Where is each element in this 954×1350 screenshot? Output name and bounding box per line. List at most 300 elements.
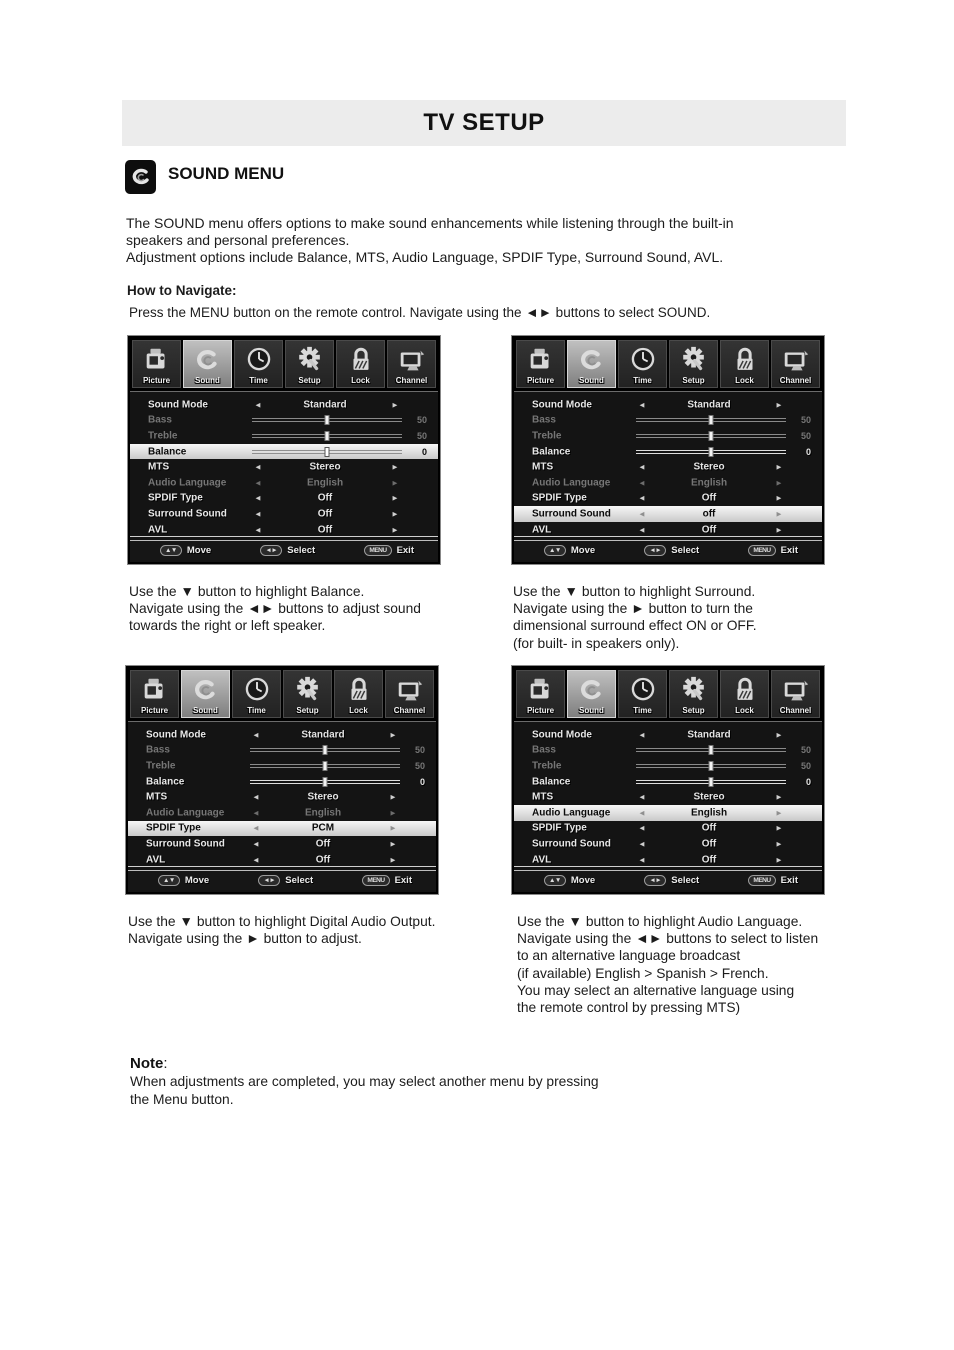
menu-row-surround-sound bbox=[128, 836, 436, 852]
slider-value: 50 bbox=[416, 415, 427, 426]
tab-label: Setup bbox=[682, 706, 705, 715]
section-title: SOUND MENU bbox=[168, 164, 285, 183]
left-arrow-icon: ◄ bbox=[254, 462, 262, 472]
menu-item-value: Stereo bbox=[693, 791, 725, 803]
menu-item-label: Balance bbox=[148, 446, 187, 458]
left-arrow-icon: ◄ bbox=[254, 525, 262, 535]
right-arrow-icon: ► bbox=[775, 525, 783, 535]
menu-row-mts bbox=[514, 789, 822, 805]
menu-item-value: Standard bbox=[303, 399, 347, 411]
menu-item-label: Audio Language bbox=[146, 807, 225, 819]
menu-item-value: Standard bbox=[687, 729, 731, 741]
slider-value: 50 bbox=[414, 745, 425, 756]
right-arrow-icon: ► bbox=[775, 823, 783, 833]
left-arrow-icon: ◄ bbox=[252, 839, 260, 849]
slider-thumb bbox=[709, 415, 714, 425]
statusbar-item bbox=[644, 545, 699, 556]
left-arrow-icon: ◄ bbox=[252, 855, 260, 865]
caption-line: towards the right or left speaker. bbox=[129, 618, 326, 634]
menu-item-label: MTS bbox=[532, 461, 554, 473]
menu-item-label: Treble bbox=[532, 430, 562, 442]
left-arrow-icon: ◄ bbox=[638, 855, 646, 865]
tab-channel bbox=[387, 340, 436, 388]
osd-menu bbox=[130, 392, 438, 537]
right-arrow-icon: ► bbox=[775, 478, 783, 488]
key-badge-icon: ▲▼ bbox=[544, 875, 566, 886]
left-arrow-icon: ◄ bbox=[254, 478, 262, 488]
tab-label: Time bbox=[249, 376, 268, 385]
menu-item-label: AVL bbox=[532, 854, 552, 866]
intro-line: speakers and personal preferences. bbox=[126, 232, 350, 248]
key-badge-icon: MENU bbox=[748, 545, 775, 556]
menu-item-value: off bbox=[702, 508, 716, 520]
key-action-label: Select bbox=[285, 875, 314, 886]
osd-tab-bar bbox=[514, 338, 822, 392]
tab-label: Lock bbox=[351, 376, 370, 385]
tab-time bbox=[618, 670, 667, 718]
menu-row-mts bbox=[130, 459, 438, 475]
slider-thumb bbox=[709, 447, 714, 457]
menu-row-surround-sound bbox=[514, 836, 822, 852]
menu-row-avl bbox=[514, 852, 822, 868]
osd-statusbar bbox=[130, 540, 438, 560]
menu-row-balance bbox=[514, 444, 822, 460]
menu-item-value: Off bbox=[701, 838, 717, 850]
left-arrow-icon: ◄ bbox=[638, 462, 646, 472]
right-arrow-icon: ► bbox=[389, 839, 397, 849]
menu-item-value: Standard bbox=[301, 729, 345, 741]
key-badge-icon: ◄► bbox=[260, 545, 282, 556]
tab-label: Lock bbox=[735, 706, 754, 715]
statusbar-item bbox=[362, 875, 412, 886]
menu-row-bass bbox=[128, 743, 436, 759]
left-arrow-icon: ◄ bbox=[252, 730, 260, 740]
slider-value: 0 bbox=[421, 446, 427, 457]
menu-row-audio-language bbox=[514, 805, 822, 821]
menu-item-value: Stereo bbox=[309, 461, 341, 473]
key-badge-icon: ◄► bbox=[644, 875, 666, 886]
right-arrow-icon: ► bbox=[391, 509, 399, 519]
menu-item-label: Balance bbox=[532, 446, 571, 458]
menu-item-label: Surround Sound bbox=[532, 838, 611, 850]
menu-row-avl bbox=[130, 522, 438, 538]
tab-label: Picture bbox=[526, 706, 555, 715]
menu-item-label: Treble bbox=[532, 760, 562, 772]
menu-item-label: Bass bbox=[532, 414, 556, 426]
menu-item-label: Surround Sound bbox=[146, 838, 225, 850]
how-to-navigate-text: Press the MENU button on the remote control. Navigate using the ◄► buttons to select SOUND. bbox=[129, 305, 711, 320]
right-arrow-icon: ► bbox=[775, 493, 783, 503]
osd-tab-bar bbox=[514, 668, 822, 722]
right-arrow-icon: ► bbox=[775, 839, 783, 849]
menu-item-label: Surround Sound bbox=[532, 508, 611, 520]
sound-menu-icon bbox=[125, 160, 156, 194]
menu-row-audio-language bbox=[128, 805, 436, 821]
osd-statusbar bbox=[128, 870, 436, 890]
caption-spdif bbox=[128, 913, 435, 947]
tab-lock bbox=[720, 340, 769, 388]
key-action-label: Select bbox=[671, 545, 700, 556]
menu-item-value: Off bbox=[317, 492, 333, 504]
tab-label: Time bbox=[633, 376, 652, 385]
key-action-label: Exit bbox=[780, 545, 798, 556]
left-arrow-icon: ◄ bbox=[252, 792, 260, 802]
menu-item-value: Off bbox=[701, 492, 717, 504]
menu-item-label: AVL bbox=[532, 524, 552, 536]
slider-value: 0 bbox=[805, 446, 811, 457]
menu-item-label: Treble bbox=[148, 430, 178, 442]
menu-row-sound-mode bbox=[128, 727, 436, 743]
caption-line: Use the ▼ button to highlight Digital Audio Output. bbox=[128, 914, 436, 929]
menu-item-label: SPDIF Type bbox=[146, 822, 201, 834]
right-arrow-icon: ► bbox=[389, 792, 397, 802]
menu-row-audio-language bbox=[514, 475, 822, 491]
right-arrow-icon: ► bbox=[389, 808, 397, 818]
statusbar-item bbox=[160, 545, 211, 556]
osd-screenshot-audio-language bbox=[512, 666, 824, 894]
tab-label: Time bbox=[247, 706, 266, 715]
slider-thumb bbox=[709, 761, 714, 771]
caption-audio-language bbox=[517, 913, 818, 1016]
intro-line: The SOUND menu offers options to make sound enhancements while listening through the built-in bbox=[126, 215, 734, 231]
menu-item-value: Standard bbox=[687, 399, 731, 411]
key-action-label: Move bbox=[186, 545, 212, 556]
statusbar-item bbox=[748, 545, 798, 556]
menu-item-value: Off bbox=[701, 524, 717, 536]
tab-channel bbox=[771, 340, 820, 388]
right-arrow-icon: ► bbox=[775, 509, 783, 519]
tab-setup bbox=[669, 340, 718, 388]
menu-item-label: AVL bbox=[146, 854, 166, 866]
tab-label: Setup bbox=[298, 376, 321, 385]
menu-item-label: Bass bbox=[532, 744, 556, 756]
osd-screenshot-surround bbox=[512, 336, 824, 564]
slider-thumb bbox=[323, 745, 328, 755]
menu-item-label: Surround Sound bbox=[148, 508, 227, 520]
key-badge-icon: MENU bbox=[748, 875, 775, 886]
tab-label: Channel bbox=[393, 706, 426, 715]
statusbar-item bbox=[544, 875, 595, 886]
menu-item-value: English bbox=[304, 807, 342, 819]
osd-statusbar bbox=[514, 540, 822, 560]
tab-lock bbox=[334, 670, 383, 718]
right-arrow-icon: ► bbox=[391, 478, 399, 488]
left-arrow-icon: ◄ bbox=[254, 400, 262, 410]
tab-picture bbox=[130, 670, 179, 718]
menu-row-spdif-type bbox=[128, 821, 436, 837]
right-arrow-icon: ► bbox=[775, 808, 783, 818]
statusbar-separator bbox=[514, 536, 822, 537]
slider-value: 50 bbox=[800, 745, 811, 756]
menu-row-bass bbox=[130, 413, 438, 429]
tab-label: Picture bbox=[140, 706, 169, 715]
caption-line: dimensional surround effect ON or OFF. bbox=[513, 618, 757, 634]
how-to-navigate-heading: How to Navigate: bbox=[127, 283, 237, 298]
menu-item-label: Audio Language bbox=[532, 807, 611, 819]
menu-row-sound-mode bbox=[514, 397, 822, 413]
statusbar-item bbox=[158, 875, 209, 886]
menu-row-sound-mode bbox=[130, 397, 438, 413]
menu-item-label: AVL bbox=[148, 524, 168, 536]
caption-line: (for built- in speakers only). bbox=[513, 635, 680, 651]
key-action-label: Exit bbox=[780, 875, 798, 886]
caption-line: You may select an alternative language using bbox=[517, 982, 795, 998]
slider-value: 0 bbox=[419, 776, 425, 787]
menu-row-avl bbox=[514, 522, 822, 538]
menu-item-value: PCM bbox=[311, 822, 335, 834]
menu-item-label: SPDIF Type bbox=[148, 492, 203, 504]
tab-label: Channel bbox=[779, 376, 812, 385]
menu-row-treble bbox=[130, 428, 438, 444]
statusbar-item bbox=[364, 545, 414, 556]
right-arrow-icon: ► bbox=[775, 792, 783, 802]
left-arrow-icon: ◄ bbox=[254, 493, 262, 503]
page-title: TV SETUP bbox=[122, 100, 846, 146]
intro-line: Adjustment options include Balance, MTS, Audio Language, SPDIF Type, Surround Sound, AVL. bbox=[126, 249, 724, 265]
menu-row-bass bbox=[514, 743, 822, 759]
menu-item-value: Off bbox=[315, 838, 331, 850]
tab-sound bbox=[567, 670, 616, 718]
right-arrow-icon: ► bbox=[389, 855, 397, 865]
caption-line: Use the ▼ button to highlight Audio Language. bbox=[517, 914, 803, 929]
key-action-label: Move bbox=[570, 875, 596, 886]
statusbar-item bbox=[644, 875, 699, 886]
slider-value: 50 bbox=[416, 430, 427, 441]
intro-paragraph bbox=[126, 215, 734, 266]
tab-time bbox=[618, 340, 667, 388]
statusbar-item bbox=[748, 875, 798, 886]
left-arrow-icon: ◄ bbox=[638, 400, 646, 410]
note-title: Note bbox=[130, 1055, 164, 1072]
menu-row-surround-sound bbox=[514, 506, 822, 522]
menu-item-value: Off bbox=[317, 524, 333, 536]
tab-label: Sound bbox=[579, 376, 604, 385]
menu-row-spdif-type bbox=[514, 491, 822, 507]
menu-item-value: Stereo bbox=[693, 461, 725, 473]
key-badge-icon: MENU bbox=[362, 875, 389, 886]
menu-item-label: SPDIF Type bbox=[532, 822, 587, 834]
slider-thumb bbox=[325, 415, 330, 425]
caption-line: Navigate using the ► button to adjust. bbox=[128, 931, 362, 947]
tab-lock bbox=[720, 670, 769, 718]
caption-balance bbox=[129, 583, 421, 635]
tab-label: Sound bbox=[579, 706, 604, 715]
left-arrow-icon: ◄ bbox=[638, 839, 646, 849]
statusbar-separator bbox=[128, 866, 436, 867]
menu-row-balance bbox=[514, 774, 822, 790]
tab-channel bbox=[771, 670, 820, 718]
osd-statusbar bbox=[514, 870, 822, 890]
statusbar-separator bbox=[514, 866, 822, 867]
menu-item-label: Audio Language bbox=[532, 477, 611, 489]
tab-time bbox=[234, 340, 283, 388]
menu-row-spdif-type bbox=[130, 491, 438, 507]
right-arrow-icon: ► bbox=[775, 400, 783, 410]
tab-label: Setup bbox=[296, 706, 319, 715]
tab-label: Channel bbox=[779, 706, 812, 715]
slider-value: 50 bbox=[800, 760, 811, 771]
left-arrow-icon: ◄ bbox=[638, 525, 646, 535]
slider-value: 50 bbox=[800, 415, 811, 426]
statusbar-separator bbox=[130, 536, 438, 537]
menu-item-label: MTS bbox=[146, 791, 168, 803]
menu-item-label: MTS bbox=[532, 791, 554, 803]
key-badge-icon: ▲▼ bbox=[544, 545, 566, 556]
tab-label: Channel bbox=[395, 376, 428, 385]
key-badge-icon: ◄► bbox=[644, 545, 666, 556]
menu-item-label: Sound Mode bbox=[146, 729, 206, 741]
menu-item-label: Sound Mode bbox=[532, 729, 592, 741]
menu-item-label: Bass bbox=[148, 414, 172, 426]
menu-item-value: Stereo bbox=[307, 791, 339, 803]
tab-setup bbox=[283, 670, 332, 718]
left-arrow-icon: ◄ bbox=[638, 493, 646, 503]
tab-sound bbox=[183, 340, 232, 388]
slider-thumb bbox=[323, 777, 328, 787]
right-arrow-icon: ► bbox=[775, 462, 783, 472]
slider-thumb bbox=[709, 431, 714, 441]
tab-sound bbox=[181, 670, 230, 718]
note-colon: : bbox=[163, 1055, 168, 1072]
menu-item-label: Treble bbox=[146, 760, 176, 772]
tab-picture bbox=[516, 670, 565, 718]
tab-setup bbox=[285, 340, 334, 388]
left-arrow-icon: ◄ bbox=[638, 808, 646, 818]
menu-row-balance bbox=[128, 774, 436, 790]
left-arrow-icon: ◄ bbox=[254, 509, 262, 519]
tab-lock bbox=[336, 340, 385, 388]
right-arrow-icon: ► bbox=[391, 493, 399, 503]
caption-line: (if available) English > Spanish > French. bbox=[517, 965, 769, 981]
right-arrow-icon: ► bbox=[389, 823, 397, 833]
key-badge-icon: ▲▼ bbox=[158, 875, 180, 886]
caption-line: Navigate using the ► button to turn the bbox=[513, 601, 753, 617]
caption-line: Navigate using the ◄► buttons to adjust sound bbox=[129, 601, 421, 617]
osd-menu bbox=[128, 722, 436, 867]
key-action-label: Exit bbox=[396, 545, 414, 556]
statusbar-item bbox=[260, 545, 315, 556]
key-action-label: Select bbox=[287, 545, 316, 556]
menu-item-label: Balance bbox=[146, 776, 185, 788]
slider-thumb bbox=[323, 761, 328, 771]
key-badge-icon: ▲▼ bbox=[160, 545, 182, 556]
menu-row-surround-sound bbox=[130, 506, 438, 522]
key-badge-icon: ◄► bbox=[258, 875, 280, 886]
caption-line: Use the ▼ button to highlight Surround. bbox=[513, 584, 756, 599]
menu-item-label: Balance bbox=[532, 776, 571, 788]
menu-row-sound-mode bbox=[514, 727, 822, 743]
tab-setup bbox=[669, 670, 718, 718]
menu-item-value: Off bbox=[315, 854, 331, 866]
note-line: When adjustments are completed, you may select another menu by pressing bbox=[130, 1074, 599, 1089]
left-arrow-icon: ◄ bbox=[252, 823, 260, 833]
speaker-glyph bbox=[129, 165, 153, 189]
caption-line: to an alternative language broadcast bbox=[517, 948, 741, 964]
menu-item-value: English bbox=[690, 477, 728, 489]
left-arrow-icon: ◄ bbox=[638, 478, 646, 488]
menu-item-value: Off bbox=[701, 854, 717, 866]
slider-thumb bbox=[325, 431, 330, 441]
slider-value: 50 bbox=[414, 760, 425, 771]
menu-row-balance bbox=[130, 444, 438, 460]
menu-item-label: SPDIF Type bbox=[532, 492, 587, 504]
tab-label: Picture bbox=[526, 376, 555, 385]
osd-menu bbox=[514, 392, 822, 537]
menu-row-mts bbox=[514, 459, 822, 475]
right-arrow-icon: ► bbox=[775, 730, 783, 740]
menu-row-treble bbox=[514, 758, 822, 774]
left-arrow-icon: ◄ bbox=[638, 823, 646, 833]
statusbar-item bbox=[258, 875, 313, 886]
menu-row-treble bbox=[128, 758, 436, 774]
key-badge-icon: MENU bbox=[364, 545, 391, 556]
tab-channel bbox=[385, 670, 434, 718]
osd-menu bbox=[514, 722, 822, 867]
caption-surround bbox=[513, 583, 757, 652]
note-block bbox=[130, 1055, 599, 1109]
menu-item-label: MTS bbox=[148, 461, 170, 473]
slider-value: 0 bbox=[805, 776, 811, 787]
left-arrow-icon: ◄ bbox=[638, 792, 646, 802]
menu-item-value: English bbox=[306, 477, 344, 489]
tab-picture bbox=[132, 340, 181, 388]
slider-thumb bbox=[709, 777, 714, 787]
tab-picture bbox=[516, 340, 565, 388]
menu-row-bass bbox=[514, 413, 822, 429]
right-arrow-icon: ► bbox=[389, 730, 397, 740]
slider-value: 50 bbox=[800, 430, 811, 441]
osd-tab-bar bbox=[128, 668, 436, 722]
menu-item-value: Off bbox=[701, 822, 717, 834]
tab-label: Sound bbox=[195, 376, 220, 385]
menu-item-label: Bass bbox=[146, 744, 170, 756]
menu-row-mts bbox=[128, 789, 436, 805]
tab-sound bbox=[567, 340, 616, 388]
left-arrow-icon: ◄ bbox=[638, 509, 646, 519]
left-arrow-icon: ◄ bbox=[638, 730, 646, 740]
tab-label: Sound bbox=[193, 706, 218, 715]
tab-label: Setup bbox=[682, 376, 705, 385]
tab-time bbox=[232, 670, 281, 718]
caption-line: the remote control by pressing MTS) bbox=[517, 1000, 741, 1016]
caption-line: Use the ▼ button to highlight Balance. bbox=[129, 584, 365, 599]
right-arrow-icon: ► bbox=[391, 462, 399, 472]
statusbar-item bbox=[544, 545, 595, 556]
tab-label: Picture bbox=[142, 376, 171, 385]
right-arrow-icon: ► bbox=[391, 400, 399, 410]
tab-label: Lock bbox=[349, 706, 368, 715]
key-action-label: Move bbox=[570, 545, 596, 556]
note-line: the Menu button. bbox=[130, 1092, 234, 1107]
slider-thumb bbox=[709, 745, 714, 755]
menu-row-audio-language bbox=[130, 475, 438, 491]
osd-tab-bar bbox=[130, 338, 438, 392]
menu-item-value: Off bbox=[317, 508, 333, 520]
right-arrow-icon: ► bbox=[775, 855, 783, 865]
key-action-label: Select bbox=[671, 875, 700, 886]
menu-row-spdif-type bbox=[514, 821, 822, 837]
left-arrow-icon: ◄ bbox=[252, 808, 260, 818]
caption-line: Navigate using the ◄► buttons to select to listen bbox=[517, 931, 819, 947]
menu-item-label: Sound Mode bbox=[532, 399, 592, 411]
right-arrow-icon: ► bbox=[391, 525, 399, 535]
menu-item-label: Audio Language bbox=[148, 477, 227, 489]
menu-item-label: Sound Mode bbox=[148, 399, 208, 411]
menu-item-value: English bbox=[690, 807, 728, 819]
menu-row-avl bbox=[128, 852, 436, 868]
slider-thumb bbox=[325, 447, 330, 457]
key-action-label: Move bbox=[184, 875, 210, 886]
